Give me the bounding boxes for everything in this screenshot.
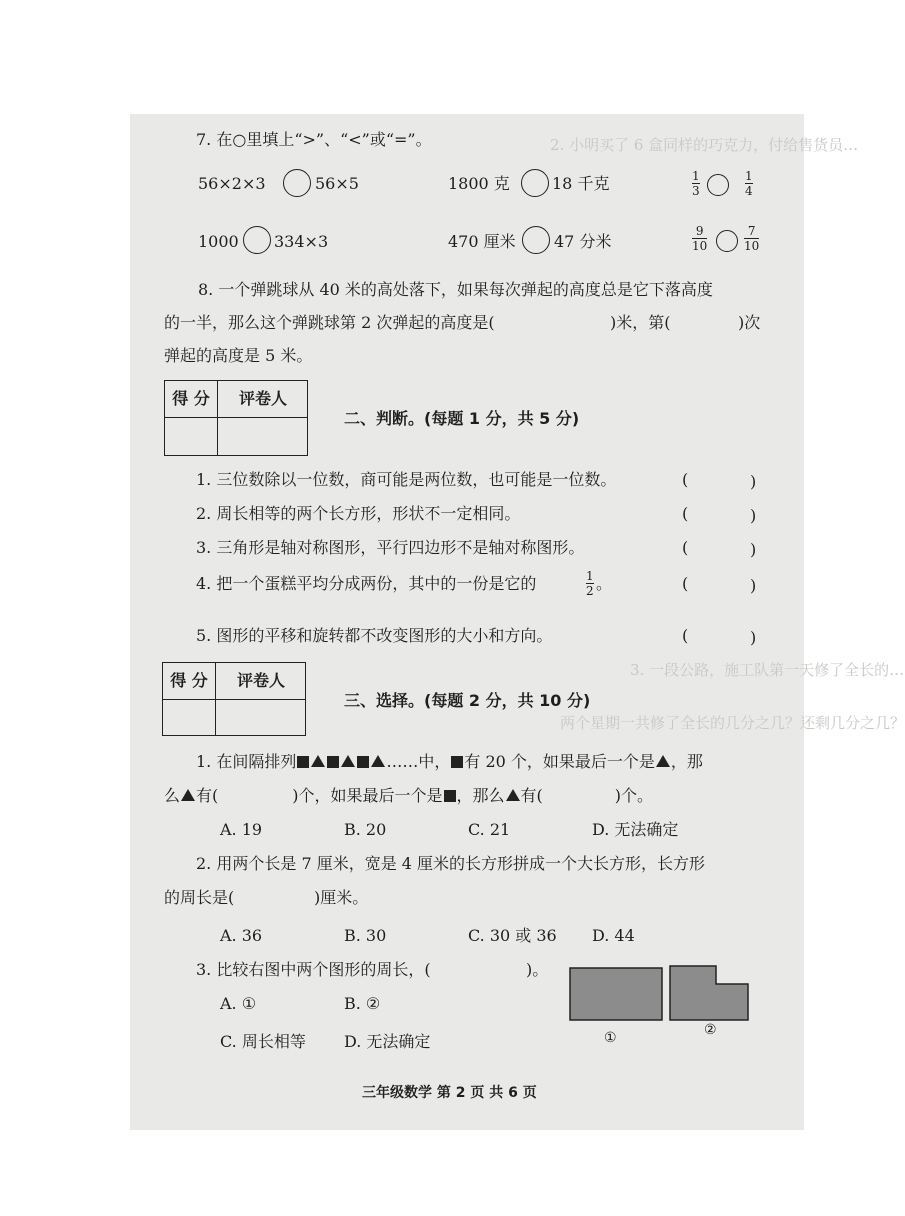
figure-label-2: ② <box>704 1022 717 1038</box>
answer-paren-close: ) <box>750 472 757 491</box>
option[interactable]: C. 30 或 36 <box>468 926 557 945</box>
compare-circle[interactable] <box>243 226 271 254</box>
judge-item: 1. 三位数除以一位数，商可能是两位数，也可能是一位数。 <box>196 470 617 489</box>
q8-line2b: )米，第( <box>610 313 671 332</box>
q8-line2a: 的一半，那么这个弹跳球第 2 次弹起的高度是( <box>164 313 495 332</box>
option[interactable]: B. ② <box>344 994 381 1013</box>
answer-paren-open: ( <box>682 504 689 523</box>
option[interactable]: A. 19 <box>220 820 263 839</box>
q7-r2-b: 334×3 <box>274 232 329 251</box>
option[interactable]: C. 周长相等 <box>220 1032 306 1051</box>
grader-label: 评卷人 <box>236 671 285 690</box>
grader-label: 评卷人 <box>238 389 287 408</box>
judge-item: 5. 图形的平移和旋转都不改变图形的大小和方向。 <box>196 626 553 645</box>
judge-item: 2. 周长相等的两个长方形，形状不一定相同。 <box>196 504 521 523</box>
judge-item: 3. 三角形是轴对称图形，平行四边形不是轴对称图形。 <box>196 538 585 557</box>
score-label: 得 分 <box>170 671 208 690</box>
option[interactable]: C. 21 <box>468 820 511 839</box>
option[interactable]: D. 无法确定 <box>344 1032 431 1051</box>
fraction-half: 1 2 <box>586 569 594 598</box>
triangle-icon <box>311 755 325 767</box>
section3-title: 三、选择。(每题 2 分，共 10 分) <box>344 691 591 710</box>
answer-paren-close: ) <box>750 576 757 595</box>
option[interactable]: D. 44 <box>592 926 635 945</box>
q7-r2-d: 47 分米 <box>554 232 612 251</box>
triangle-icon <box>341 755 355 767</box>
show-through-text: 3. 一段公路，施工队第一天修了全长的… <box>630 661 905 679</box>
perimeter-figures <box>566 962 752 1048</box>
option[interactable]: D. 无法确定 <box>592 820 679 839</box>
square-icon <box>327 756 339 768</box>
q7-title: 7. 在○里填上“>”、“<”或“=”。 <box>196 130 432 149</box>
choice-q2-line1: 2. 用两个长是 7 厘米，宽是 4 厘米的长方形拼成一个大长方形，长方形 <box>196 854 706 873</box>
compare-circle[interactable] <box>716 230 738 252</box>
compare-circle[interactable] <box>522 226 550 254</box>
choice-q1-line2: 么 有( )个，如果最后一个是 ，那么 有( )个。 <box>164 786 654 805</box>
q7-r1-c: 1800 克 <box>448 174 510 193</box>
figure-1-rectangle <box>570 968 662 1020</box>
square-icon <box>357 756 369 768</box>
option[interactable]: A. ① <box>220 994 257 1013</box>
q7-r2-c: 470 厘米 <box>448 232 516 251</box>
answer-paren-open: ( <box>682 626 689 645</box>
answer-paren-close: ) <box>750 628 757 647</box>
compare-circle[interactable] <box>521 169 549 197</box>
fraction: 9 10 <box>692 224 708 253</box>
triangle-icon <box>506 789 520 801</box>
choice-q3-line1b: )。 <box>526 960 549 979</box>
option[interactable]: B. 30 <box>344 926 387 945</box>
show-through-text: 2. 小明买了 6 盒同样的巧克力，付给售货员… <box>550 136 859 154</box>
answer-paren-close: ) <box>750 506 757 525</box>
fraction: 1 4 <box>745 169 753 198</box>
show-through-text: 两个星期一共修了全长的几分之几？还剩几分之几？ <box>560 714 905 732</box>
judge-item-suffix: 。 <box>596 574 613 593</box>
q8-line3: 弹起的高度是 5 米。 <box>164 346 313 365</box>
answer-paren-open: ( <box>682 470 689 489</box>
figure-label-1: ① <box>604 1030 617 1046</box>
square-icon <box>297 756 309 768</box>
square-icon <box>444 790 456 802</box>
option[interactable]: A. 36 <box>220 926 263 945</box>
q8-line2c: )次 <box>738 313 761 332</box>
square-icon <box>451 756 463 768</box>
option[interactable]: B. 20 <box>344 820 387 839</box>
choice-q1-line1: 1. 在间隔排列 ……中， 有 20 个，如果最后一个是 ，那 <box>196 752 703 771</box>
q8-line1: 8. 一个弹跳球从 40 米的高处落下，如果每次弹起的高度总是它下落高度 <box>198 280 713 299</box>
judge-item: 4. 把一个蛋糕平均分成两份，其中的一份是它的 <box>196 574 537 593</box>
triangle-icon <box>181 789 195 801</box>
q7-r1-d: 18 千克 <box>552 174 610 193</box>
choice-q2-line2a: 的周长是( <box>164 888 235 907</box>
figure-2-notched-shape <box>670 966 748 1020</box>
score-box <box>162 662 306 736</box>
score-label: 得 分 <box>172 389 210 408</box>
answer-paren-open: ( <box>682 538 689 557</box>
fraction: 1 3 <box>692 169 700 198</box>
compare-circle[interactable] <box>283 169 311 197</box>
fraction: 7 10 <box>744 224 760 253</box>
answer-paren-close: ) <box>750 540 757 559</box>
section2-title: 二、判断。(每题 1 分，共 5 分) <box>344 409 580 428</box>
page-footer: 三年级数学 第 2 页 共 6 页 <box>362 1085 537 1101</box>
q7-r2-a: 1000 <box>198 232 239 251</box>
triangle-icon <box>371 755 385 767</box>
answer-paren-open: ( <box>682 574 689 593</box>
q7-r1-b: 56×5 <box>315 174 359 193</box>
triangle-icon <box>656 755 670 767</box>
choice-q3-line1a: 3. 比较右图中两个图形的周长，( <box>196 960 431 979</box>
score-box <box>164 380 308 456</box>
compare-circle[interactable] <box>707 174 729 196</box>
choice-q2-line2b: )厘米。 <box>314 888 369 907</box>
q7-r1-a: 56×2×3 <box>198 174 266 193</box>
exam-page <box>130 114 905 1130</box>
